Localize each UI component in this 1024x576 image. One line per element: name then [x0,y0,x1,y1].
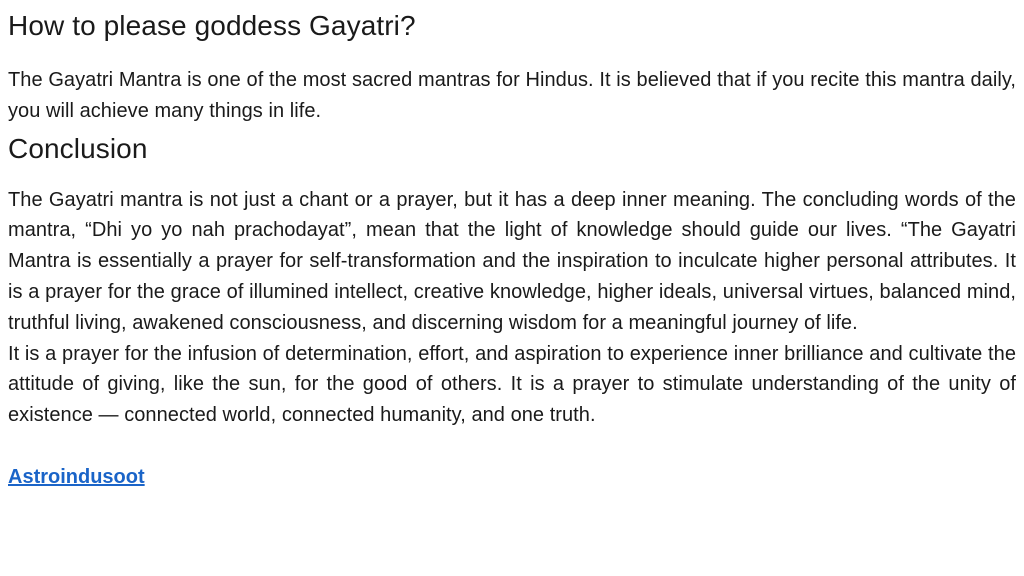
spacer [8,51,1016,65]
slide-content [8,0,1016,493]
conclusion-paragraph-2: It is a prayer for the infusion of determination, effort, and aspiration to experience inner brilliance and cultivate the attitude of giving, like the sun, for the good of others. It is a prayer to stimulate understanding of the unity of existence — connected world, connected humanity, and one truth. [8,342,1016,427]
spacer [8,171,1016,185]
intro-paragraph: The Gayatri Mantra is one of the most sacred mantras for Hindus. It is believed that if you recite this mantra daily, you will achieve many things in life. [8,69,1016,122]
section-heading-please-gayatri: How to please goddess Gayatri? [8,10,416,41]
section-heading-conclusion: Conclusion [8,132,148,164]
astroindusoot-link[interactable]: Astroindusoot [8,465,145,488]
spacer [8,431,1016,462]
conclusion-paragraph-1: The Gayatri mantra is not just a chant or a prayer, but it has a deep inner meaning. The concluding words of the mantra, “Dhi yo yo nah prachodayat”, mean that the light of knowledge should guide our lives. “The Gayatri Mantra is essentially a prayer for self-transformation and the inspiration to inculcate higher personal attributes. It is a prayer for the grace of illumined intellect, creative knowledge, higher ideals, universal virtues, balanced mind, truthful living, awakened consciousness, and discerning wisdom for a meaningful journey of life. [8,188,1016,334]
